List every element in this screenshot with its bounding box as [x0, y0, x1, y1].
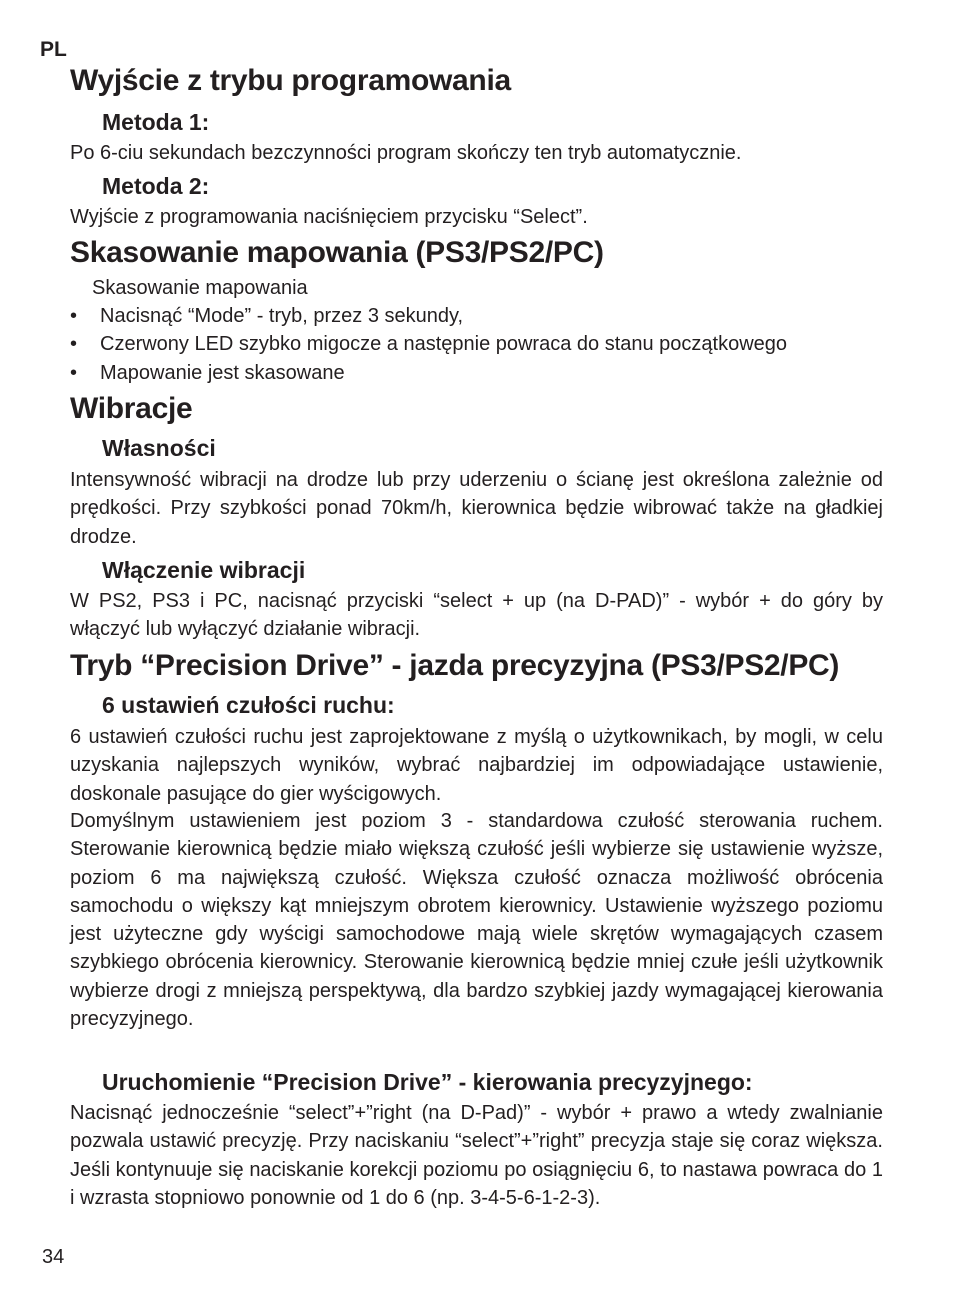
list-item: [70, 302, 787, 330]
heading-properties: Własności: [102, 435, 216, 461]
reset-steps-list: [70, 302, 787, 387]
list-item-text: Czerwony LED szybko migocze a następnie powraca do stanu początkowego: [100, 333, 788, 356]
heading-activate-precision: Uruchomienie “Precision Drive” - kierowania precyzyjnego:: [102, 1069, 753, 1095]
bullet-icon: •: [70, 361, 78, 384]
list-item: [70, 359, 787, 387]
heading-precision-drive: Tryb “Precision Drive” - jazda precyzyjna (PS3/PS2/PC): [70, 649, 840, 682]
heading-method-2: Metoda 2:: [102, 173, 210, 199]
heading-method-1: Metoda 1:: [102, 109, 210, 135]
heading-enable-vibration: Włączenie wibracji: [102, 557, 306, 583]
bullet-icon: •: [70, 333, 78, 356]
activate-precision-text: Nacisnąć jednocześnie “select”+”right (na D-Pad)” - wybór + prawo a wtedy zwalnianie pozwala ustawić precyzję. Przy naciskaniu “select”+”right” precyzja staje się coraz większa. Jeśli kontynuuje się naciskanie korekcji poziomu po osiągnięciu 6, to nastawa powraca do 1 i wzrasta stopniowo ponownie od 1 do 6 (np. 3-4-5-6-1-2-3).: [70, 1102, 883, 1209]
page-number: 34: [42, 1246, 65, 1268]
method-2-text: Wyjście z programowania naciśnięciem przycisku “Select”.: [70, 206, 588, 228]
list-item: [70, 330, 787, 358]
enable-vibration-text: W PS2, PS3 i PC, nacisnąć przyciski “select + up (na D-PAD)” - wybór + do góry by włączyć lub wyłączyć działanie wibracji.: [70, 590, 883, 641]
list-item-text: Mapowanie jest skasowane: [100, 361, 345, 384]
heading-sensitivity-settings: 6 ustawień czułości ruchu:: [102, 692, 395, 718]
list-item-text: Nacisnąć “Mode” - tryb, przez 3 sekundy,: [100, 305, 464, 327]
heading-reset-mapping: Skasowanie mapowania (PS3/PS2/PC): [70, 236, 604, 269]
heading-vibration: Wibracje: [70, 392, 193, 425]
bullet-icon: •: [70, 305, 78, 327]
properties-text: Intensywność wibracji na drodze lub przy uderzeniu o ścianę jest określona zależnie od prędkości. Przy szybkości ponad 70km/h, kierownica będzie wibrować także na gładkiej drodze.: [70, 469, 883, 548]
heading-exit-programming: Wyjście z trybu programowania: [70, 64, 511, 97]
reset-intro: Skasowanie mapowania: [92, 277, 308, 299]
sensitivity-text-1: 6 ustawień czułości ruchu jest zaprojektowane z myślą o użytkownikach, by mogli, w celu uzyskania najlepszych wyników, wybrać najbardziej im odpowiadające ustawienie, doskonale pasujące do gier wyścigowych.: [70, 726, 883, 805]
sensitivity-text-2: Domyślnym ustawieniem jest poziom 3 - standardowa czułość sterowania ruchem. Sterowanie kierownicą będzie miało większą czułość jeśli wybierze się ustawienie wyższe, poziom 6 ma największą czułość. Większa czułość oznacza możliwość obrócenia samochodu o większy kąt mniejszym obrotem kierownicy. Ustawienie wyższego poziomu jest użyteczne gdy wyścigi samochodowe mają wiele skrętów wymagających czasem szybkiego obrócenia kierownicy. Sterowanie kierownicą będzie mniej czułe jeśli użytkownik wybierze drogi z mniejszą perspektywą, dla bardzo szybkiej jazdy wymagającej kierowania precyzyjnego.: [70, 810, 883, 1031]
method-1-text: Po 6-ciu sekundach bezczynności program skończy ten tryb automatycznie.: [70, 142, 742, 164]
language-label: PL: [40, 38, 67, 61]
